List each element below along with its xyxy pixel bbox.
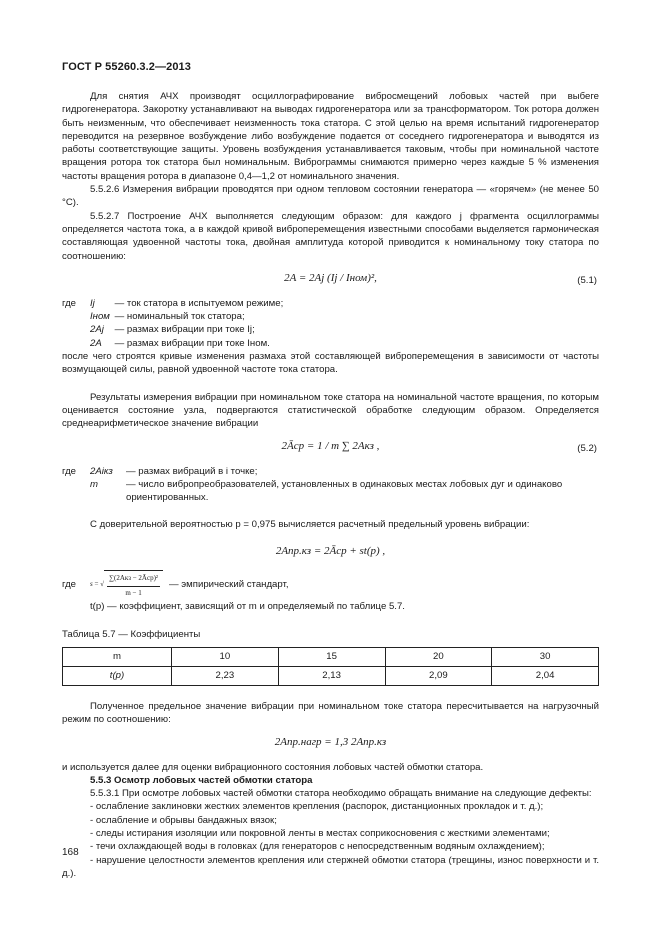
formula-expression: 2Aпр.нагр = 1,3 2Aпр.кз [274, 735, 387, 748]
defect-item: - течи охлаждающей воды в головках (для генераторов с непосредственным водяным охлаждением); [90, 841, 545, 853]
table-cell: m [63, 647, 172, 666]
formula-expression: 2Aпр.кз = 2Āср + st(p) , [275, 544, 386, 557]
std-formula: s = √ $\frac{\text{∑(2Aкз − 2Āср)²}}{m - 1}$ [90, 570, 163, 601]
table-cell: 20 [385, 647, 492, 666]
table-cell: 2,09 [385, 666, 492, 685]
std-numerator: ∑(2Aкз − 2Āср)² [107, 571, 160, 587]
table-caption: Таблица 5.7 — Коэффициенты [62, 628, 201, 640]
definition-row [90, 337, 599, 350]
std-denominator: m − 1 [125, 589, 142, 598]
definition-symbol: 2Aj [90, 324, 104, 336]
document-body [62, 90, 599, 880]
formula-limit [62, 542, 599, 564]
definition-text: — размах вибрации при токе Ij; [114, 324, 255, 336]
page-number: 168 [62, 847, 79, 858]
paragraph-recalc: Полученное предельное значение вибрации при номинальном токе статора пересчитывается на нагрузочный режим по соотношению: [62, 700, 599, 726]
paragraph-achx: Для снятия АЧХ производят осциллографирование вибросмещений лобовых частей при выбеге гидрогенератора. Закоротку устанавливают на выводах гидрогенератора или за трансформатором. Ток ротора должен быть неизменным, что обеспечивает неизменность тока статора. С этой целью на время испытаний гидрогенератор переводится на резервное возбуждение либо возбуждение подается от соседнего гидрогенератора и выводятся из работы соответствующие защиты. Уровень возбуждения устанавливается таковым, чтобы при номинальной частоте вращения ротора ток статора был номинальным. Виброграммы снимаются примерно через каждые 5 % изменения частоты вращения ротора в диапазоне 0,4—1,2 от номинального значения. [62, 91, 599, 182]
formula-number: (5.1) [577, 274, 597, 286]
table-cell: 2,04 [492, 666, 599, 685]
coefficients-table [62, 647, 599, 686]
tp-definition: t(p) — коэффициент, зависящий от m и определяемый по таблице 5.7. [90, 601, 405, 613]
definition-text: — размах вибраций в i точке; [126, 465, 258, 477]
definition-text: — ток статора в испытуемом режиме; [114, 297, 284, 309]
defect-item: - ослабление заклиновки жестких элементов крепления (распорок, дистанционных прокладок и т. д.); [90, 801, 544, 813]
formula-number: (5.2) [577, 442, 597, 454]
definitions-std [62, 570, 599, 601]
where-label: где [62, 579, 77, 591]
defect-item: - следы истирания изоляции или покровной ленты в местах соприкосновения с жесткими элементами; [90, 827, 550, 839]
paragraph-curves: после чего строятся кривые изменения размаха этой составляющей виброперемещения в зависимости от частоты возмущающей силы, равной удвоенной частоте тока статора. [62, 351, 599, 376]
table-cell: 2,23 [172, 666, 279, 685]
table-row [63, 647, 599, 666]
table-cell: 2,13 [278, 666, 385, 685]
definition-symbol: 2Aiкз [90, 465, 113, 477]
defect-item: - нарушение целостности элементов крепления или стержней обмотки статора (трещины, износ поверхности и т. д.). [62, 854, 599, 879]
definitions-5-1 [62, 297, 599, 350]
paragraph-used: и используется далее для оценки вибрационного состояния лобовых частей обмотки статора. [62, 761, 484, 773]
section-heading-5-5-3: 5.5.3 Осмотр лобовых частей обмотки статора [90, 774, 313, 786]
paragraph-5-5-3-1: 5.5.3.1 При осмотре лобовых частей обмотки статора необходимо обращать внимание на следующие дефекты: [90, 788, 592, 800]
paragraph-results: Результаты измерения вибрации при номинальном токе статора на номинальной частоте вращения, по которым оценивается состояние узла, подвергаются статистической обработке следующим образом. Определяется среднеарифметическое значение вибрации [62, 391, 599, 430]
paragraph-5-5-2-6: 5.5.2.6 Измерения вибрации проводятся при одном тепловом состоянии генератора — «горячем» (не менее 50 °C). [62, 184, 599, 209]
formula-expression: 2A = 2Aj (Ij / Iном)², [284, 271, 377, 284]
table-cell: 30 [492, 647, 599, 666]
definition-row [90, 478, 599, 505]
definition-text: — номинальный ток статора; [114, 311, 245, 323]
definition-symbol: Ij [90, 297, 95, 309]
document-header: ГОСТ Р 55260.3.2—2013 [62, 61, 191, 73]
table-cell: 15 [278, 647, 385, 666]
definition-row [90, 297, 599, 310]
definition-row [90, 323, 599, 336]
formula-5-2 [62, 437, 599, 459]
table-cell: t(p) [63, 666, 172, 685]
formula-load [62, 733, 599, 755]
paragraph-confidence: С доверительной вероятностью p = 0,975 вычисляется расчетный предельный уровень вибрации: [90, 519, 530, 531]
definition-symbol: m [90, 478, 98, 490]
table-cell: 10 [172, 647, 279, 666]
defect-item: - ослабление и обрывы бандажных вязок; [90, 814, 277, 826]
where-label: где [62, 297, 77, 309]
std-definition: — эмпирический стандарт, [169, 579, 289, 591]
definition-symbol: 2A [90, 337, 102, 349]
definition-row [90, 310, 599, 323]
definition-text: — число вибропреобразователей, установленных в одинаковых местах лобовых дуг и одинаково ориентированных. [126, 478, 563, 504]
definition-row [90, 465, 599, 478]
formula-5-1 [62, 269, 599, 291]
definitions-5-2 [62, 465, 599, 505]
table-row [63, 666, 599, 685]
definition-symbol: Iном [90, 311, 110, 323]
definition-text: — размах вибрации при токе Iном. [114, 337, 270, 349]
paragraph-5-5-2-7: 5.5.2.7 Построение АЧХ выполняется следующим образом: для каждого j фрагмента осциллограммы определяется частота тока, а в каждой кривой виброперемещения известными способами выделяется гармоническая составляющая удвоенной частоты тока, двойная амплитуда которой приводится к номинальному току статора по соотношению: [62, 210, 599, 262]
formula-expression: 2Āср = 1 / m ∑ 2Aкз , [281, 439, 380, 452]
where-label: где [62, 465, 77, 477]
